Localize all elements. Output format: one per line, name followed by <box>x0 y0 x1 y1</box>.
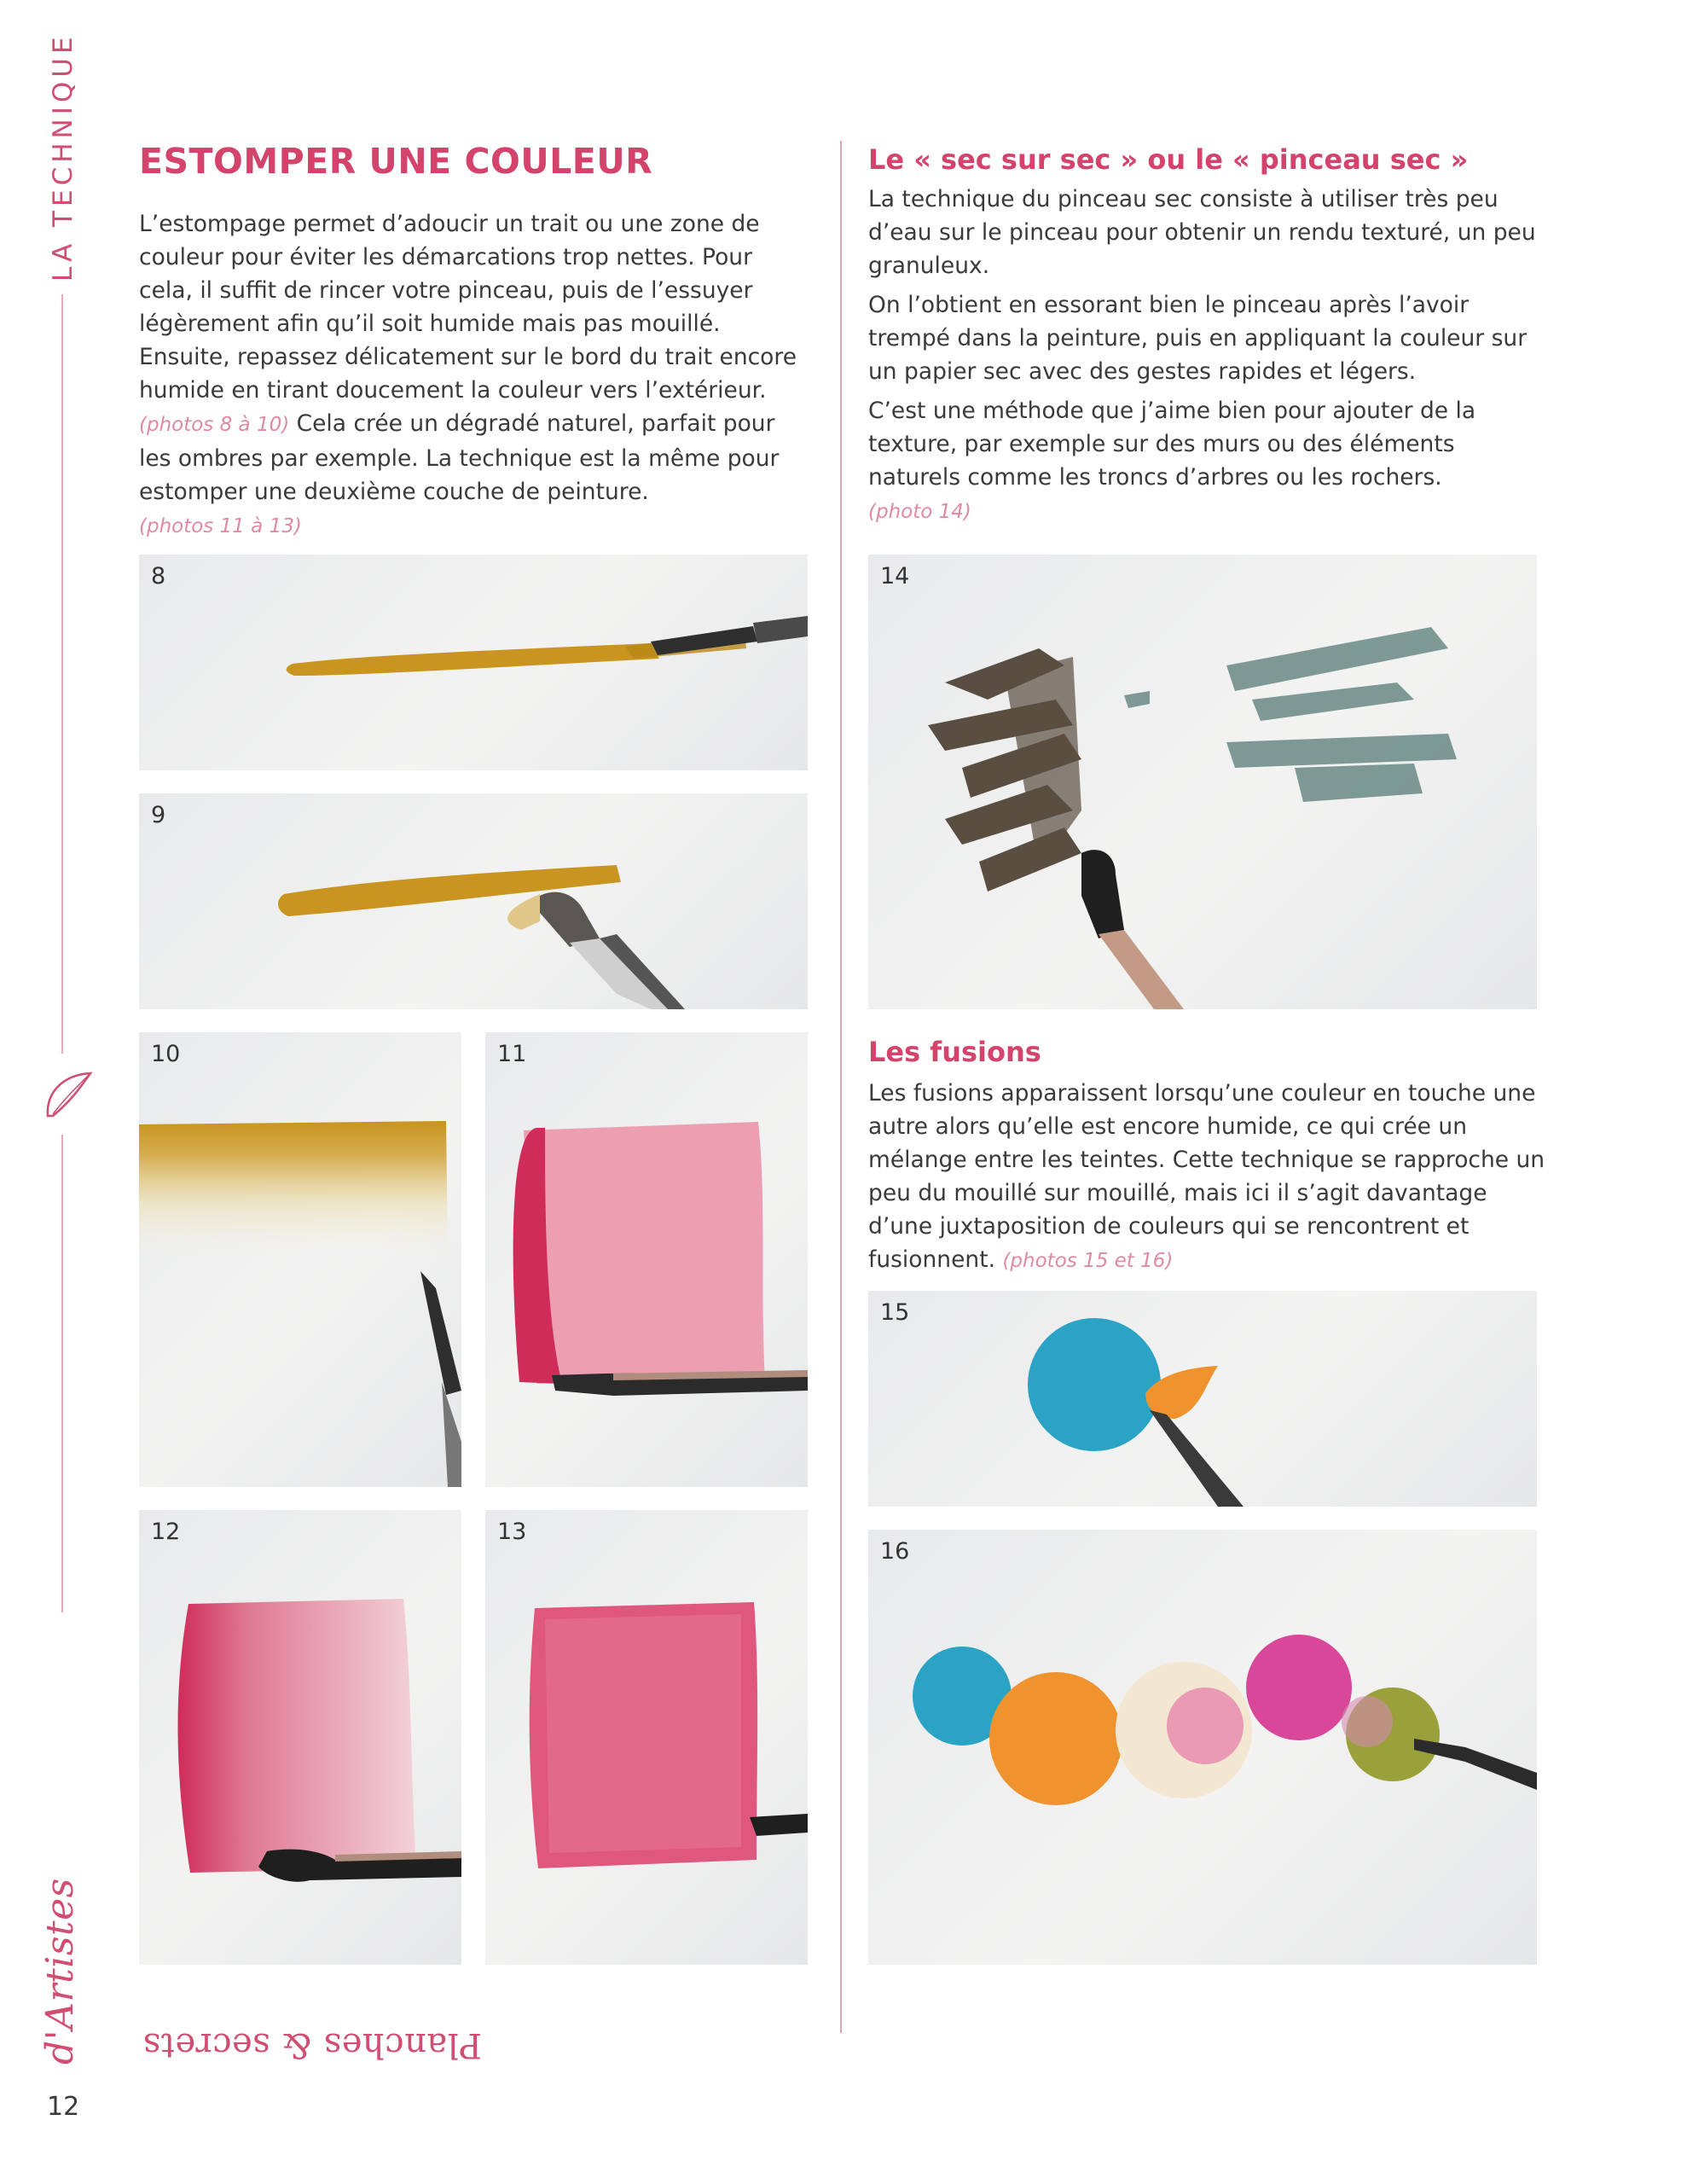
column-divider <box>840 141 842 2033</box>
fusions-paragraph: Les fusions apparaissent lorsqu’une couleur en touche une autre alors qu’elle est encore humide, ce qui crée un mélange entre les teintes. Cette technique se rapproche un peu du mouillé sur mouillé, mais ici il s’agit davantage d’une juxtaposition de couleurs qui se rencontrent et fusionnent. (photos 15 et 16) <box>868 1080 1545 1273</box>
photo-reference: (photos 11 à 13) <box>139 515 302 537</box>
photo-9 <box>139 793 808 1009</box>
photo-16 <box>868 1530 1537 1965</box>
dry-brush-paragraph-3: C’est une méthode que j’aime bien pour ajouter de la texture, par exemple sur des murs ou des éléments naturels comme les troncs d’arbres ou les rochers. (photo 14) <box>868 398 1476 523</box>
photo-13 <box>485 1510 808 1965</box>
photo-14 <box>868 555 1537 1009</box>
photo-reference: (photos 8 à 10) <box>139 414 290 436</box>
photo-8 <box>139 555 808 770</box>
dry-brush-paragraph-1: La technique du pinceau sec consiste à utiliser très peu d’eau sur le pinceau pour obtenir un rendu texturé, un peu granuleux. <box>868 186 1536 279</box>
page-number: 12 <box>47 2092 80 2122</box>
photo-15 <box>868 1291 1537 1507</box>
photo-11 <box>485 1032 808 1487</box>
photo-number: 12 <box>151 1519 181 1545</box>
photo-number: 14 <box>880 563 910 590</box>
section-label: LA TECHNIQUE <box>48 32 78 282</box>
photo-number: 9 <box>151 802 166 828</box>
photo-number: 8 <box>151 563 166 590</box>
section-heading-fusions: Les fusions <box>868 1036 1041 1068</box>
sidebar-divider-bottom <box>61 1135 63 1612</box>
section-heading-dry-brush: Le « sec sur sec » ou le « pinceau sec » <box>868 143 1469 176</box>
sidebar-divider-top <box>61 294 63 1054</box>
page-title: ESTOMPER UNE COULEUR <box>139 141 653 182</box>
photo-12 <box>139 1510 461 1965</box>
photo-number: 11 <box>497 1041 527 1067</box>
photo-number: 10 <box>151 1041 181 1067</box>
photo-number: 16 <box>880 1538 910 1565</box>
leaf-ornament-icon <box>38 1066 106 1126</box>
dry-brush-paragraph-2: On l’obtient en essorant bien le pinceau après l’avoir trempé dans la peinture, puis en appliquant la couleur sur un papier sec avec des gestes rapides et légers. <box>868 292 1528 385</box>
photo-10 <box>139 1032 461 1487</box>
brand-logo: Planches & secrets d'Artistes <box>38 1878 482 2065</box>
photo-number: 13 <box>497 1519 527 1545</box>
left-paragraph: L’estompage permet d’adoucir un trait ou une zone de couleur pour éviter les démarcations trop nettes. Pour cela, il suffit de rincer votre pinceau, puis de l’essuyer légèrement afin qu’il soit humide mais pas mouillé. Ensuite, repassez délicatement sur le bord du trait encore humide en tirant doucement la couleur vers l’extérieur. (photos 8 à 10) Cela crée un dégradé naturel, parfait pour les ombres par exemple. La technique est la même pour estomper une deuxième couche de peinture. (photos 11 à 13) <box>139 211 797 537</box>
photo-number: 15 <box>880 1299 910 1326</box>
photo-reference: (photo 14) <box>868 501 971 523</box>
photo-reference: (photos 15 et 16) <box>1002 1250 1174 1272</box>
